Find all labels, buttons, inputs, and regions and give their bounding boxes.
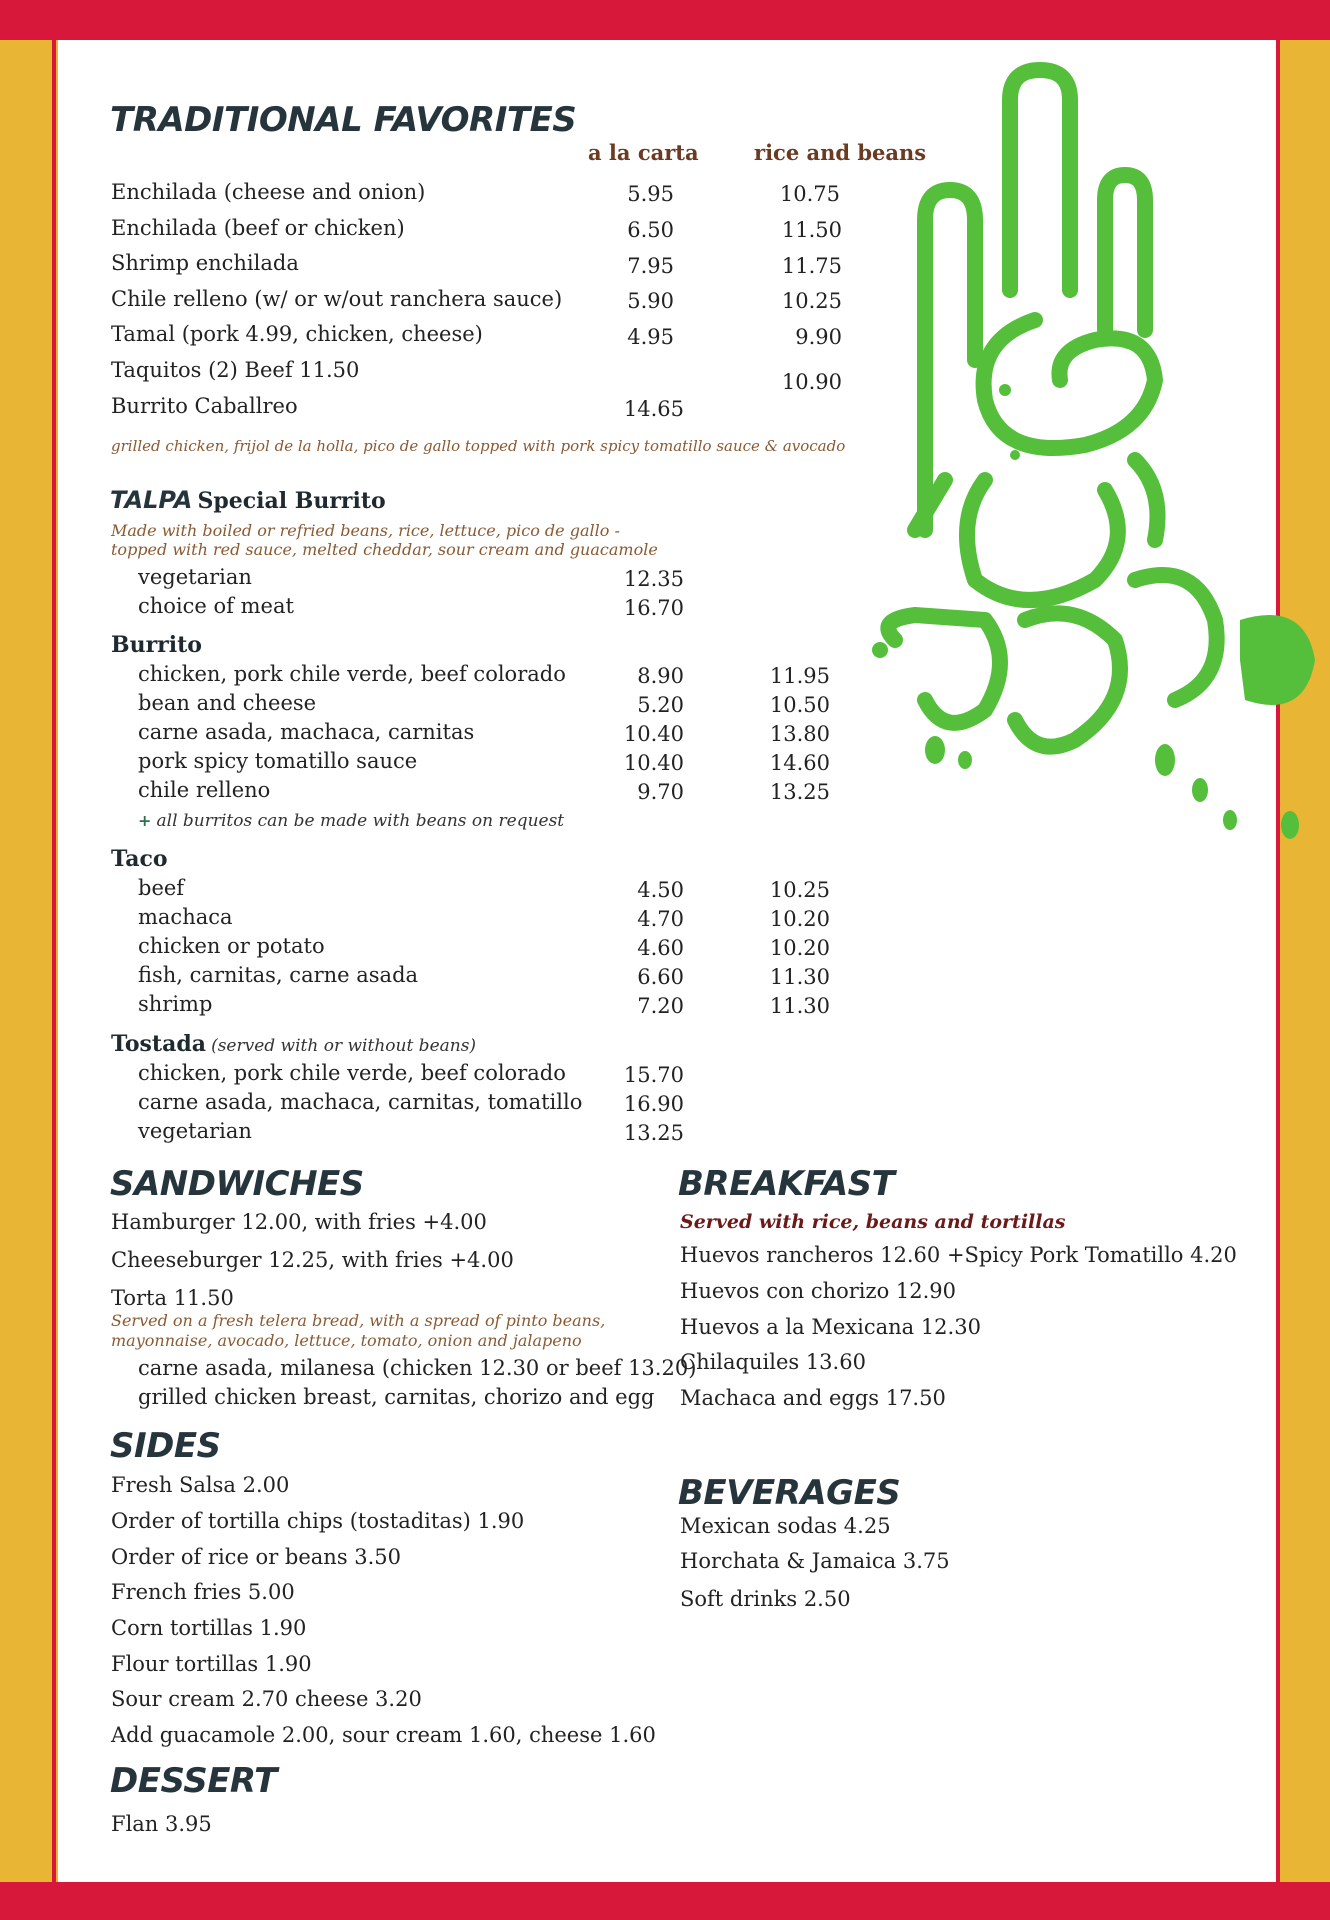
price-a-la-carta: 6.50 [627,218,674,242]
list-item-name: Tamal (pork 4.99, chicken, cheese) [111,322,483,346]
price-rice-beans: 10.75 [779,182,840,206]
price-a-la-carta: 15.70 [623,1063,684,1087]
list-item-name: chile relleno [138,778,271,802]
section-title-dessert: DESSERT [110,1761,277,1801]
bottom-border [0,1882,1330,1920]
price-rice-beans: 9.90 [795,325,842,349]
price-rice-beans: 10.20 [769,907,830,931]
list-item: Order of rice or beans 3.50 [111,1545,402,1569]
item-description: mayonnaise, avocado, lettuce, tomato, onion and jalapeno [111,1331,582,1350]
price-a-la-carta: 7.20 [637,994,684,1018]
list-item-name: chicken, pork chile verde, beef colorado [138,662,566,686]
item-description: Served on a fresh telera bread, with a spread of pinto beans, [111,1311,606,1330]
price-a-la-carta: 4.70 [637,907,684,931]
list-item: Huevos rancheros 12.60 +Spicy Pork Tomatillo 4.20 [680,1243,1237,1267]
price-a-la-carta: 13.25 [623,1121,684,1145]
list-item: carne asada, milanesa (chicken 12.30 or beef 13.20) [138,1356,697,1380]
left-border [0,40,56,1882]
price-a-la-carta: 7.95 [627,254,674,278]
price-a-la-carta: 10.40 [623,751,684,775]
price-a-la-carta: 5.95 [627,182,674,206]
price-rice-beans: 10.25 [769,878,830,902]
column-header-rice-and-beans: rice and beans [754,140,927,165]
section-title-traditional: TRADITIONAL FAVORITES [110,100,577,140]
item-description: topped with red sauce, melted cheddar, sour cream and guacamole [111,540,658,559]
list-item-name: vegetarian [138,565,252,589]
list-item-name: choice of meat [138,594,294,618]
list-item: Soft drinks 2.50 [680,1587,851,1611]
tostada-heading [111,1031,476,1057]
list-item-name: shrimp [138,992,213,1016]
price-rice-beans: 11.95 [769,664,830,688]
section-title-sandwiches: SANDWICHES [110,1164,364,1204]
section-title-tostada: Tostada [111,1031,206,1057]
list-item: Sour cream 2.70 cheese 3.20 [111,1687,422,1711]
price-rice-beans: 10.50 [769,693,830,717]
column-header-a-la-carta: a la carta [588,140,699,165]
list-item: Horchata & Jamaica 3.75 [680,1549,950,1573]
list-item-name: Shrimp enchilada [111,251,299,275]
list-item-name: machaca [138,905,233,929]
burrito-note [138,811,564,831]
list-item-name: Enchilada (cheese and onion) [111,180,426,204]
top-border [0,0,1330,40]
list-item: grilled chicken breast, carnitas, chorizo and egg [138,1385,655,1409]
price-rice-beans: 14.60 [769,751,830,775]
list-item-name: carne asada, machaca, carnitas [138,720,475,744]
talpa-heading [110,486,386,514]
price-rice-beans: 11.30 [769,965,830,989]
list-item: Machaca and eggs 17.50 [680,1386,946,1410]
item-description: grilled chicken, frijol de la holla, pico de gallo topped with pork spicy tomatillo sauce & avocado [111,437,846,455]
list-item: Mexican sodas 4.25 [680,1514,891,1538]
list-item-name: Enchilada (beef or chicken) [111,216,405,240]
brand-name: TALPA [110,486,193,514]
section-subtitle: (served with or without beans) [211,1036,477,1056]
price-rice-beans: 11.50 [781,218,842,242]
list-item: Hamburger 12.00, with fries +4.00 [111,1210,487,1234]
section-title-special-burrito: Special Burrito [197,488,386,514]
list-item: Order of tortilla chips (tostaditas) 1.90 [111,1509,525,1533]
price-rice-beans: 11.75 [781,254,842,278]
list-item: French fries 5.00 [111,1580,295,1604]
price-a-la-carta: 6.60 [637,965,684,989]
price-a-la-carta: 4.50 [637,878,684,902]
price-a-la-carta: 4.60 [637,936,684,960]
price-a-la-carta: 14.65 [623,397,684,421]
list-item: Huevos a la Mexicana 12.30 [680,1315,981,1339]
section-title-beverages: BEVERAGES [678,1473,901,1513]
price-a-la-carta: 10.40 [623,722,684,746]
price-a-la-carta: 5.90 [627,289,674,313]
price-a-la-carta: 9.70 [637,780,684,804]
list-item-name: pork spicy tomatillo sauce [138,749,418,773]
price-rice-beans: 10.90 [781,370,842,394]
item-description: Made with boiled or refried beans, rice, lettuce, pico de gallo - [111,521,620,540]
list-item: Torta 11.50 [111,1286,234,1310]
cactus-illustration [835,60,1330,860]
section-title-burrito: Burrito [111,632,202,658]
item-description: all burritos can be made with beans on request [156,811,565,831]
section-subtitle: Served with rice, beans and tortillas [680,1211,1066,1233]
list-item-name: fish, carnitas, carne asada [138,963,419,987]
list-item: Fresh Salsa 2.00 [111,1473,290,1497]
list-item-name: Chile relleno (w/ or w/out ranchera sauce) [111,287,563,311]
list-item-name: bean and cheese [138,691,317,715]
price-rice-beans: 13.25 [769,780,830,804]
price-rice-beans: 11.30 [769,994,830,1018]
list-item: Add guacamole 2.00, sour cream 1.60, cheese 1.60 [111,1723,656,1747]
section-title-taco: Taco [111,846,168,872]
section-title-sides: SIDES [110,1426,221,1466]
list-item-name: chicken or potato [138,934,325,958]
list-item-name: Burrito Caballreo [111,394,298,418]
list-item: Cheeseburger 12.25, with fries +4.00 [111,1248,514,1272]
price-a-la-carta: 4.95 [627,325,674,349]
list-item: Huevos con chorizo 12.90 [680,1279,957,1303]
price-a-la-carta: 12.35 [623,567,684,591]
list-item: Corn tortillas 1.90 [111,1616,307,1640]
list-item: Chilaquiles 13.60 [680,1350,866,1374]
price-a-la-carta: 5.20 [637,693,684,717]
section-title-breakfast: BREAKFAST [678,1164,895,1204]
price-rice-beans: 13.80 [769,722,830,746]
list-item-name: carne asada, machaca, carnitas, tomatillo [138,1090,583,1114]
price-rice-beans: 10.25 [781,289,842,313]
price-rice-beans: 10.20 [769,936,830,960]
list-item-name: Taquitos (2) Beef 11.50 [111,358,360,382]
list-item-name: beef [138,876,185,900]
price-a-la-carta: 16.70 [623,596,684,620]
price-a-la-carta: 8.90 [637,664,684,688]
list-item-name: vegetarian [138,1119,252,1143]
plus-icon: + [138,811,152,830]
list-item-name: chicken, pork chile verde, beef colorado [138,1061,566,1085]
price-a-la-carta: 16.90 [623,1092,684,1116]
list-item: Flan 3.95 [111,1812,212,1836]
list-item: Flour tortillas 1.90 [111,1652,312,1676]
